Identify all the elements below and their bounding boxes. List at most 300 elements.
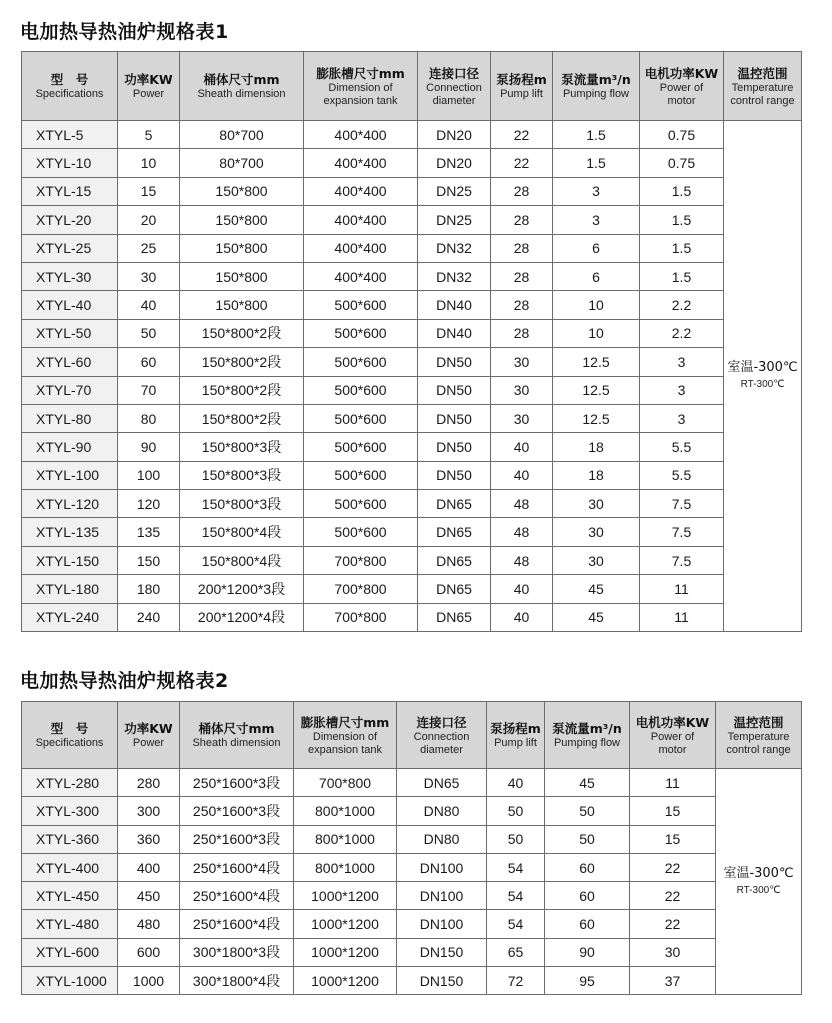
cell-power: 100 [118, 461, 180, 489]
column-header-cn: 功率KW [124, 71, 173, 87]
cell-pump-lift: 40 [491, 603, 553, 631]
table-row [22, 490, 802, 518]
table-row [22, 121, 802, 149]
cell-model: XTYL-135 [22, 518, 118, 546]
cell-expansion-tank: 500*600 [304, 490, 418, 518]
cell-motor-power: 2.2 [640, 319, 724, 347]
cell-power: 90 [118, 433, 180, 461]
column-header [180, 702, 294, 769]
table-row [22, 825, 802, 853]
cell-pump-lift: 50 [487, 825, 545, 853]
column-header-en2: diameter [432, 94, 476, 107]
cell-model: XTYL-360 [22, 825, 118, 853]
cell-power: 280 [118, 769, 180, 797]
cell-pump-lift: 40 [491, 433, 553, 461]
cell-connection-diameter: DN65 [397, 769, 487, 797]
cell-pumping-flow: 50 [545, 825, 630, 853]
cell-pump-lift: 54 [487, 882, 545, 910]
cell-motor-power: 7.5 [640, 490, 724, 518]
cell-power: 150 [118, 546, 180, 574]
cell-model: XTYL-10 [22, 149, 118, 177]
cell-power: 480 [118, 910, 180, 938]
cell-model: XTYL-30 [22, 262, 118, 290]
cell-expansion-tank: 1000*1200 [294, 910, 397, 938]
cell-model: XTYL-90 [22, 433, 118, 461]
cell-sheath-dimension: 80*700 [180, 121, 304, 149]
cell-pump-lift: 30 [491, 348, 553, 376]
column-header [487, 702, 545, 769]
column-header-en: Power of [650, 730, 695, 743]
cell-power: 240 [118, 603, 180, 631]
table-row [22, 797, 802, 825]
cell-model: XTYL-400 [22, 853, 118, 881]
cell-pumping-flow: 30 [553, 518, 640, 546]
column-header-en2: motor [658, 743, 687, 756]
table-row [22, 234, 802, 262]
table-row [22, 319, 802, 347]
cell-pump-lift: 48 [491, 490, 553, 518]
column-header-en: Connection [426, 81, 482, 94]
temperature-range-en: RT-300℃ [736, 884, 781, 896]
column-header-en: Temperature [731, 81, 794, 94]
cell-pumping-flow: 18 [553, 461, 640, 489]
cell-power: 360 [118, 825, 180, 853]
cell-pumping-flow: 60 [545, 882, 630, 910]
cell-sheath-dimension: 250*1600*4段 [180, 910, 294, 938]
column-header-cn: 温控范围 [733, 714, 784, 730]
cell-power: 15 [118, 177, 180, 205]
cell-sheath-dimension: 200*1200*3段 [180, 575, 304, 603]
column-header-cn: 功率KW [124, 720, 173, 736]
cell-pumping-flow: 1.5 [553, 121, 640, 149]
cell-pump-lift: 30 [491, 404, 553, 432]
temperature-range-cell [716, 769, 802, 995]
cell-motor-power: 3 [640, 376, 724, 404]
table-row [22, 149, 802, 177]
cell-expansion-tank: 700*800 [304, 546, 418, 574]
cell-expansion-tank: 700*800 [304, 575, 418, 603]
cell-connection-diameter: DN40 [418, 291, 491, 319]
cell-pump-lift: 65 [487, 938, 545, 966]
cell-sheath-dimension: 150*800*3段 [180, 490, 304, 518]
cell-motor-power: 7.5 [640, 546, 724, 574]
cell-connection-diameter: DN65 [418, 490, 491, 518]
table-row [22, 853, 802, 881]
cell-connection-diameter: DN50 [418, 348, 491, 376]
cell-connection-diameter: DN65 [418, 603, 491, 631]
cell-motor-power: 2.2 [640, 291, 724, 319]
cell-power: 10 [118, 149, 180, 177]
cell-model: XTYL-480 [22, 910, 118, 938]
cell-pump-lift: 28 [491, 319, 553, 347]
cell-sheath-dimension: 150*800*2段 [180, 348, 304, 376]
table-row [22, 769, 802, 797]
cell-pumping-flow: 30 [553, 546, 640, 574]
cell-pumping-flow: 45 [553, 603, 640, 631]
column-header [118, 702, 180, 769]
column-header [397, 702, 487, 769]
cell-model: XTYL-280 [22, 769, 118, 797]
cell-motor-power: 11 [640, 603, 724, 631]
column-header-en: Dimension of [312, 730, 378, 743]
column-header-cn: 桶体尺寸mm [198, 720, 275, 736]
cell-pumping-flow: 45 [545, 769, 630, 797]
cell-pumping-flow: 60 [545, 910, 630, 938]
cell-pump-lift: 22 [491, 149, 553, 177]
column-header-en: Specifications [35, 87, 104, 100]
table-header [22, 52, 802, 121]
cell-power: 30 [118, 262, 180, 290]
column-header-cn: 型 号 [50, 720, 89, 736]
cell-connection-diameter: DN65 [418, 518, 491, 546]
cell-pumping-flow: 12.5 [553, 348, 640, 376]
cell-connection-diameter: DN80 [397, 797, 487, 825]
cell-connection-diameter: DN80 [397, 825, 487, 853]
column-header [294, 702, 397, 769]
column-header-cn: 膨胀槽尺寸mm [316, 65, 405, 81]
cell-model: XTYL-150 [22, 546, 118, 574]
cell-motor-power: 15 [630, 797, 716, 825]
temperature-range-cn: 室温-300℃ [723, 865, 794, 881]
table-row [22, 910, 802, 938]
table-row [22, 376, 802, 404]
cell-motor-power: 1.5 [640, 206, 724, 234]
cell-power: 600 [118, 938, 180, 966]
cell-pump-lift: 40 [491, 575, 553, 603]
cell-expansion-tank: 1000*1200 [294, 938, 397, 966]
cell-sheath-dimension: 300*1800*4段 [180, 967, 294, 995]
cell-model: XTYL-5 [22, 121, 118, 149]
cell-pumping-flow: 18 [553, 433, 640, 461]
cell-model: XTYL-60 [22, 348, 118, 376]
table-header [22, 702, 802, 769]
spec-table-2 [21, 701, 802, 995]
cell-expansion-tank: 400*400 [304, 206, 418, 234]
column-header-en2: expansion tank [323, 94, 398, 107]
cell-motor-power: 1.5 [640, 234, 724, 262]
cell-motor-power: 1.5 [640, 177, 724, 205]
column-header-en: Pump lift [500, 87, 543, 100]
cell-connection-diameter: DN150 [397, 938, 487, 966]
column-header-en: Temperature [727, 730, 790, 743]
cell-model: XTYL-25 [22, 234, 118, 262]
cell-expansion-tank: 1000*1200 [294, 882, 397, 910]
column-header [630, 702, 716, 769]
cell-power: 300 [118, 797, 180, 825]
cell-model: XTYL-450 [22, 882, 118, 910]
cell-sheath-dimension: 150*800 [180, 177, 304, 205]
cell-connection-diameter: DN50 [418, 376, 491, 404]
column-header-en: Power [132, 736, 165, 749]
cell-expansion-tank: 500*600 [304, 461, 418, 489]
cell-model: XTYL-180 [22, 575, 118, 603]
column-header-cn: 泵流量m³/n [561, 71, 631, 87]
column-header [22, 702, 118, 769]
temperature-range-cn: 室温-300℃ [727, 360, 798, 376]
cell-expansion-tank: 500*600 [304, 433, 418, 461]
cell-connection-diameter: DN25 [418, 177, 491, 205]
cell-motor-power: 0.75 [640, 121, 724, 149]
cell-model: XTYL-100 [22, 461, 118, 489]
cell-model: XTYL-300 [22, 797, 118, 825]
column-header [553, 52, 640, 121]
table-row [22, 348, 802, 376]
cell-power: 400 [118, 853, 180, 881]
cell-sheath-dimension: 250*1600*3段 [180, 797, 294, 825]
cell-connection-diameter: DN50 [418, 461, 491, 489]
cell-motor-power: 37 [630, 967, 716, 995]
cell-sheath-dimension: 150*800*4段 [180, 546, 304, 574]
cell-sheath-dimension: 250*1600*3段 [180, 769, 294, 797]
cell-expansion-tank: 800*1000 [294, 825, 397, 853]
cell-connection-diameter: DN100 [397, 882, 487, 910]
column-header-cn: 型 号 [50, 71, 89, 87]
cell-motor-power: 3 [640, 404, 724, 432]
cell-power: 135 [118, 518, 180, 546]
cell-pump-lift: 30 [491, 376, 553, 404]
cell-motor-power: 15 [630, 825, 716, 853]
cell-model: XTYL-15 [22, 177, 118, 205]
cell-sheath-dimension: 80*700 [180, 149, 304, 177]
column-header-en2: motor [667, 94, 696, 107]
cell-model: XTYL-120 [22, 490, 118, 518]
cell-connection-diameter: DN32 [418, 234, 491, 262]
column-header [724, 52, 802, 121]
cell-pumping-flow: 60 [545, 853, 630, 881]
cell-sheath-dimension: 250*1600*4段 [180, 882, 294, 910]
cell-model: XTYL-600 [22, 938, 118, 966]
cell-motor-power: 7.5 [640, 518, 724, 546]
cell-pump-lift: 40 [491, 461, 553, 489]
column-header-en: Power of [659, 81, 704, 94]
cell-sheath-dimension: 200*1200*4段 [180, 603, 304, 631]
column-header-en: Pump lift [494, 736, 537, 749]
column-header-cn: 泵扬程m [490, 720, 541, 736]
table-row [22, 546, 802, 574]
cell-expansion-tank: 800*1000 [294, 853, 397, 881]
cell-connection-diameter: DN150 [397, 967, 487, 995]
cell-connection-diameter: DN65 [418, 575, 491, 603]
cell-pump-lift: 28 [491, 291, 553, 319]
cell-expansion-tank: 400*400 [304, 234, 418, 262]
table2-title: 电加热导热油炉规格表2 [20, 670, 229, 692]
cell-motor-power: 22 [630, 853, 716, 881]
cell-power: 5 [118, 121, 180, 149]
cell-expansion-tank: 500*600 [304, 518, 418, 546]
column-header-cn: 泵扬程m [496, 71, 547, 87]
cell-power: 50 [118, 319, 180, 347]
cell-pumping-flow: 95 [545, 967, 630, 995]
cell-pump-lift: 72 [487, 967, 545, 995]
table-row [22, 575, 802, 603]
cell-expansion-tank: 700*800 [294, 769, 397, 797]
cell-sheath-dimension: 250*1600*3段 [180, 825, 294, 853]
column-header-en2: diameter [420, 743, 463, 756]
table-row [22, 938, 802, 966]
temperature-range-en: RT-300℃ [740, 379, 785, 391]
table-row [22, 603, 802, 631]
cell-expansion-tank: 1000*1200 [294, 967, 397, 995]
cell-pumping-flow: 10 [553, 319, 640, 347]
cell-connection-diameter: DN50 [418, 433, 491, 461]
column-header-cn: 电机功率KW [635, 714, 710, 730]
column-header [304, 52, 418, 121]
cell-expansion-tank: 800*1000 [294, 797, 397, 825]
cell-sheath-dimension: 150*800*2段 [180, 376, 304, 404]
column-header [180, 52, 304, 121]
table-row [22, 177, 802, 205]
cell-power: 180 [118, 575, 180, 603]
cell-sheath-dimension: 150*800 [180, 234, 304, 262]
cell-expansion-tank: 500*600 [304, 291, 418, 319]
column-header-cn: 连接口径 [428, 65, 479, 81]
column-header [491, 52, 553, 121]
column-header-en: Sheath dimension [197, 87, 286, 100]
cell-model: XTYL-1000 [22, 967, 118, 995]
cell-expansion-tank: 700*800 [304, 603, 418, 631]
cell-motor-power: 11 [640, 575, 724, 603]
column-header-cn: 桶体尺寸mm [203, 71, 280, 87]
column-header [640, 52, 724, 121]
cell-expansion-tank: 400*400 [304, 149, 418, 177]
cell-pump-lift: 28 [491, 234, 553, 262]
cell-expansion-tank: 500*600 [304, 348, 418, 376]
column-header-cn: 泵流量m³/n [552, 720, 622, 736]
cell-pumping-flow: 3 [553, 206, 640, 234]
cell-sheath-dimension: 150*800*2段 [180, 404, 304, 432]
cell-power: 40 [118, 291, 180, 319]
cell-motor-power: 30 [630, 938, 716, 966]
table-row [22, 461, 802, 489]
cell-pumping-flow: 12.5 [553, 404, 640, 432]
table-row [22, 206, 802, 234]
cell-model: XTYL-40 [22, 291, 118, 319]
table-row [22, 433, 802, 461]
cell-model: XTYL-70 [22, 376, 118, 404]
cell-connection-diameter: DN50 [418, 404, 491, 432]
column-header-en2: control range [730, 94, 795, 107]
cell-motor-power: 5.5 [640, 433, 724, 461]
cell-power: 450 [118, 882, 180, 910]
cell-pumping-flow: 3 [553, 177, 640, 205]
column-header [545, 702, 630, 769]
column-header [716, 702, 802, 769]
cell-pumping-flow: 1.5 [553, 149, 640, 177]
column-header-en: Pumping flow [553, 736, 621, 749]
column-header [118, 52, 180, 121]
column-header-cn: 膨胀槽尺寸mm [300, 714, 390, 730]
column-header-en: Specifications [35, 736, 104, 749]
cell-sheath-dimension: 150*800 [180, 291, 304, 319]
cell-expansion-tank: 400*400 [304, 262, 418, 290]
column-header [418, 52, 491, 121]
cell-sheath-dimension: 150*800 [180, 206, 304, 234]
cell-pumping-flow: 30 [553, 490, 640, 518]
cell-expansion-tank: 400*400 [304, 177, 418, 205]
table-row [22, 882, 802, 910]
cell-power: 20 [118, 206, 180, 234]
cell-pumping-flow: 12.5 [553, 376, 640, 404]
cell-pumping-flow: 6 [553, 262, 640, 290]
cell-pump-lift: 28 [491, 206, 553, 234]
cell-power: 1000 [118, 967, 180, 995]
cell-expansion-tank: 500*600 [304, 404, 418, 432]
column-header-cn: 电机功率KW [644, 65, 719, 81]
temperature-range-cell [724, 121, 802, 632]
cell-power: 70 [118, 376, 180, 404]
cell-motor-power: 11 [630, 769, 716, 797]
cell-pumping-flow: 10 [553, 291, 640, 319]
cell-pump-lift: 22 [491, 121, 553, 149]
cell-model: XTYL-20 [22, 206, 118, 234]
column-header [22, 52, 118, 121]
column-header-en: Power [132, 87, 165, 100]
cell-pump-lift: 54 [487, 910, 545, 938]
cell-sheath-dimension: 150*800*3段 [180, 461, 304, 489]
cell-pump-lift: 54 [487, 853, 545, 881]
cell-power: 25 [118, 234, 180, 262]
column-header-en: Dimension of [328, 81, 393, 94]
cell-pumping-flow: 45 [553, 575, 640, 603]
table-row [22, 518, 802, 546]
table-row [22, 291, 802, 319]
column-header-en: Pumping flow [562, 87, 630, 100]
cell-motor-power: 22 [630, 882, 716, 910]
cell-connection-diameter: DN100 [397, 910, 487, 938]
cell-power: 80 [118, 404, 180, 432]
cell-sheath-dimension: 150*800 [180, 262, 304, 290]
cell-pump-lift: 48 [491, 518, 553, 546]
cell-expansion-tank: 500*600 [304, 376, 418, 404]
cell-connection-diameter: DN25 [418, 206, 491, 234]
column-header-cn: 温控范围 [737, 65, 788, 81]
cell-pumping-flow: 50 [545, 797, 630, 825]
column-header-en2: control range [726, 743, 791, 756]
cell-pumping-flow: 6 [553, 234, 640, 262]
cell-connection-diameter: DN65 [418, 546, 491, 574]
cell-expansion-tank: 400*400 [304, 121, 418, 149]
cell-pump-lift: 28 [491, 262, 553, 290]
cell-motor-power: 0.75 [640, 149, 724, 177]
cell-model: XTYL-80 [22, 404, 118, 432]
cell-connection-diameter: DN100 [397, 853, 487, 881]
cell-pump-lift: 50 [487, 797, 545, 825]
table-row [22, 404, 802, 432]
cell-power: 60 [118, 348, 180, 376]
cell-pumping-flow: 90 [545, 938, 630, 966]
cell-pump-lift: 28 [491, 177, 553, 205]
cell-connection-diameter: DN20 [418, 149, 491, 177]
cell-pump-lift: 48 [491, 546, 553, 574]
column-header-cn: 连接口径 [416, 714, 467, 730]
cell-model: XTYL-240 [22, 603, 118, 631]
cell-sheath-dimension: 250*1600*4段 [180, 853, 294, 881]
cell-motor-power: 22 [630, 910, 716, 938]
column-header-en: Connection [413, 730, 470, 743]
cell-sheath-dimension: 150*800*3段 [180, 433, 304, 461]
cell-model: XTYL-50 [22, 319, 118, 347]
cell-connection-diameter: DN32 [418, 262, 491, 290]
cell-motor-power: 5.5 [640, 461, 724, 489]
column-header-en2: expansion tank [308, 743, 382, 756]
cell-sheath-dimension: 300*1800*3段 [180, 938, 294, 966]
cell-connection-diameter: DN40 [418, 319, 491, 347]
table-row [22, 967, 802, 995]
cell-motor-power: 3 [640, 348, 724, 376]
cell-sheath-dimension: 150*800*2段 [180, 319, 304, 347]
cell-pump-lift: 40 [487, 769, 545, 797]
table-row [22, 262, 802, 290]
